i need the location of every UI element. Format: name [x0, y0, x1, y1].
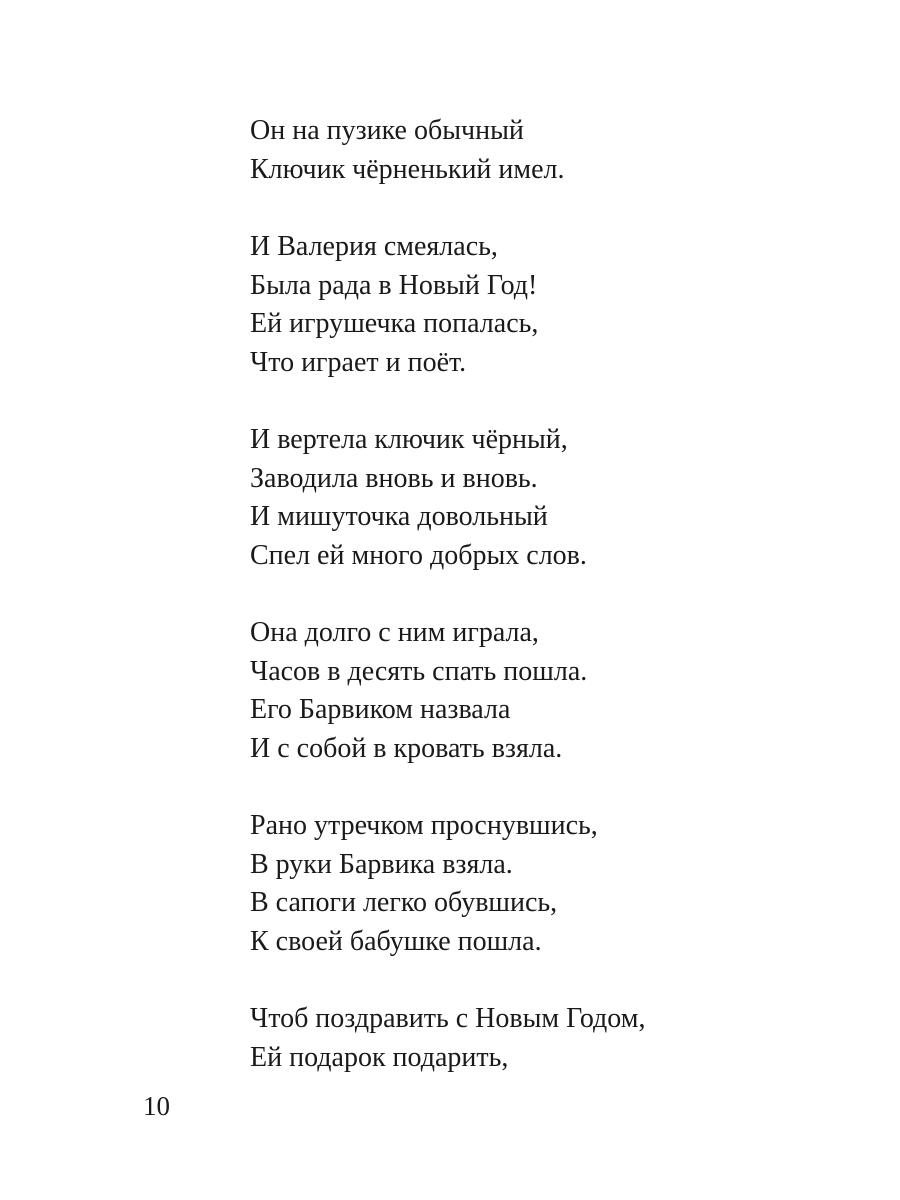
poem-line: Она долго с ним играла,: [250, 617, 539, 648]
stanza-2: [250, 228, 870, 382]
poem-line: Что играет и поёт.: [250, 346, 467, 378]
poem-text: [250, 112, 870, 1077]
page-number: 10: [143, 1091, 170, 1121]
poem-line: В сапоги легко обувшись,: [250, 887, 558, 918]
poem-line: И Валерия смеялась,: [250, 231, 498, 262]
poem-line: И мишуточка довольный: [250, 501, 548, 532]
poem-line: И с собой в кровать взяла.: [250, 732, 563, 764]
poem-line: В руки Барвика взяла.: [250, 848, 513, 880]
poem-line: И вертела ключик чёрный,: [250, 424, 568, 455]
poem-line: Спел ей много добрых слов.: [250, 539, 587, 571]
stanza-4: [250, 614, 870, 768]
poem-line: Он на пузике обычный: [250, 115, 524, 146]
poem-line: Часов в десять спать пошла.: [250, 655, 588, 687]
stanza-1: [250, 112, 870, 189]
poem-line: Ключик чёрненький имел.: [250, 153, 565, 185]
poem-line: Ей подарок подарить,: [250, 1041, 509, 1073]
stanza-6: [250, 1000, 870, 1077]
poem-line: Его Барвиком назвала: [250, 694, 511, 725]
stanza-3: [250, 421, 870, 575]
poem-line: Была рада в Новый Год!: [250, 269, 538, 301]
stanza-5: [250, 807, 870, 961]
poem-line: Рано утречком проснувшись,: [250, 810, 598, 841]
poem-line: Чтоб поздравить с Новым Годом,: [250, 1003, 646, 1034]
poem-line: Заводила вновь и вновь.: [250, 462, 538, 494]
poem-line: Ей игрушечка попалась,: [250, 308, 539, 339]
poem-line: К своей бабушке пошла.: [250, 925, 542, 957]
